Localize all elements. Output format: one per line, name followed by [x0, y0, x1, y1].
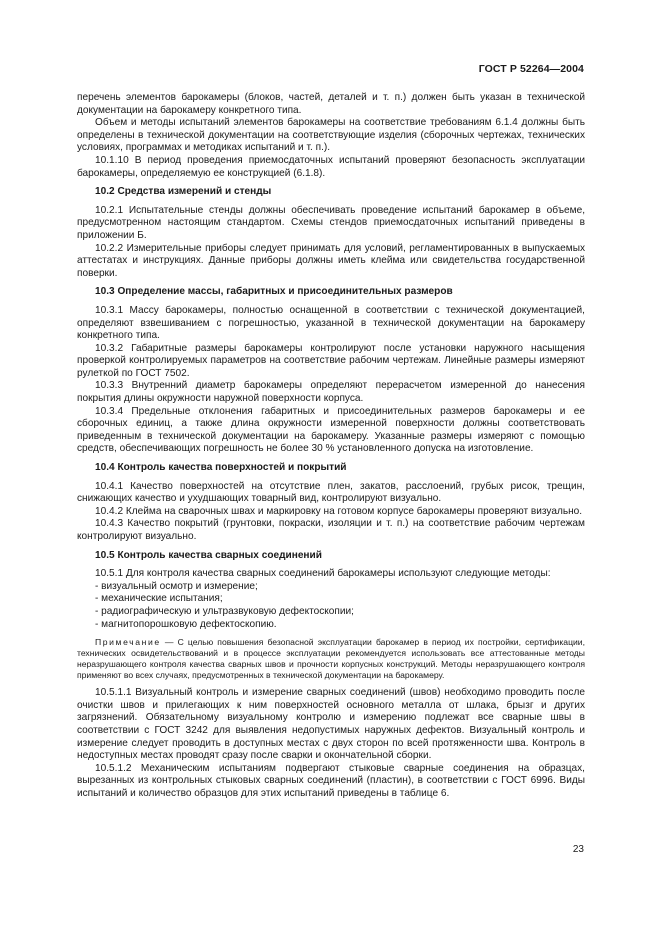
list-item: - визуальный осмотр и измерение;: [95, 580, 258, 592]
paragraph: 10.3.4 Предельные отклонения габаритных и присоединительных размеров барокамеры и ее сборочных единиц, а также длина окружности измеренной поверхности должны соответствовать приведенным в технической документации на барокамеру. Указанные размеры измеряют с помощью средств, обеспечивающих погрешность не более 30 % установленного допуска на изготовление.: [77, 405, 585, 455]
standard-header: ГОСТ Р 52264—2004: [478, 63, 584, 75]
section-heading-10-2: 10.2 Средства измерений и стенды: [95, 186, 272, 198]
paragraph: 10.4.1 Качество поверхностей на отсутствие плен, закатов, расслоений, грубых рисок, трещин, снижающих качество и ухудшающих товарный вид, контролируют визуально.: [77, 480, 585, 505]
paragraph: 10.4.2 Клейма на сварочных швах и маркировку на готовом корпусе барокамеры проверяют визуально.: [95, 505, 583, 517]
paragraph: 10.5.1.2 Механическим испытаниям подвергают стыковые сварные соединения на образцах, вырезанных из контрольных стыковых сварных соединений (пластин), в соответствии с ГОСТ 6996. Виды испытаний и количество образцов для этих испытаний приведены в таблице 6.: [77, 762, 585, 799]
paragraph: 10.5.1 Для контроля качества сварных соединений барокамеры используют следующие методы:: [95, 568, 551, 580]
section-heading-10-3: 10.3 Определение массы, габаритных и присоединительных размеров: [95, 286, 453, 298]
page-number: 23: [572, 844, 584, 855]
paragraph: перечень элементов барокамеры (блоков, частей, деталей и т. п.) должен быть указан в технической документации на барокамеру конкретного типа.: [77, 92, 585, 116]
paragraph: Объем и методы испытаний элементов барокамеры на соответствие требованиям 6.1.4 должны быть определены в технической документации на соответствующие изделия (сборочных чертежах, технических условиях, программах и методиках испытаний и т. п.).: [77, 117, 585, 154]
list-item: - механические испытания;: [95, 593, 223, 605]
paragraph: 10.1.10 В период проведения приемосдаточных испытаний проверяют безопасность эксплуатации барокамеры, определяемую ее конструкцией (6.1.8).: [77, 154, 585, 179]
list-item: - магнитопорошковую дефектоскопию.: [95, 618, 277, 630]
note: [77, 637, 585, 681]
paragraph: 10.3.2 Габаритные размеры барокамеры контролируют после установки наружного насыщения проверкой контролируемых параметров на соответствие рабочим чертежам. Линейные размеры измеряют рулеткой по ГОСТ 7502.: [77, 342, 585, 379]
note-text: — С целью повышения безопасной эксплуатации барокамер в период их постройки, сертификации, технических освидетельствований и в процессе эксплуатации рекомендуется использовать все аттестованные методы неразрушающего контроля качества сварных швов и прочности корпусных конструкций. Методы неразрушающего контроля применяют во всех случаях, предусмотренных в технической документации на барокамеру.: [77, 637, 585, 681]
note-label: Примечание: [95, 637, 161, 648]
paragraph: 10.5.1.1 Визуальный контроль и измерение сварных соединений (швов) необходимо проводить после очистки швов и прилегающих к ним поверхностей основного металла от шлака, брызг и других загрязнений. Обязательному визуальному контролю и измерению подлежат все сварные швы в соответствии с ГОСТ 3242 для выявления недопустимых наружных дефектов. Визуальный контроль и измерение следует проводить в доступных местах с двух сторон по всей протяженности шва. Контроль в недоступных местах проводят сразу после сварки и окончательной сборки.: [77, 687, 585, 762]
document-body: [77, 92, 585, 801]
section-heading-10-4: 10.4 Контроль качества поверхностей и покрытий: [95, 462, 347, 474]
section-heading-10-5: 10.5 Контроль качества сварных соединений: [95, 549, 322, 561]
paragraph: 10.3.3 Внутренний диаметр барокамеры определяют перерасчетом измеренной до нанесения покрытия длины окружности наружной поверхности корпуса.: [77, 380, 585, 405]
paragraph: 10.2.2 Измерительные приборы следует принимать для условий, регламентированных в выпускаемых аттестатах и инструкциях. Данные приборы должны иметь клейма или свидетельства государственной поверки.: [77, 242, 585, 279]
paragraph: 10.3.1 Массу барокамеры, полностью оснащенной в соответствии с технической документацией, определяют взвешиванием с погрешностью, указанной в технической документации на барокамеру конкретного типа.: [77, 304, 585, 342]
paragraph: 10.4.3 Качество покрытий (грунтовки, покраски, изоляции и т. п.) на соответствие рабочим чертежам контролируют визуально.: [77, 518, 585, 542]
paragraph: 10.2.1 Испытательные стенды должны обеспечивать проведение испытаний барокамер в объеме, предусмотренном настоящим стандартом. Схемы стендов приемосдаточных испытаний приведены в приложении Б.: [77, 204, 585, 241]
list-item: - радиографическую и ультразвуковую дефектоскопии;: [95, 605, 354, 617]
